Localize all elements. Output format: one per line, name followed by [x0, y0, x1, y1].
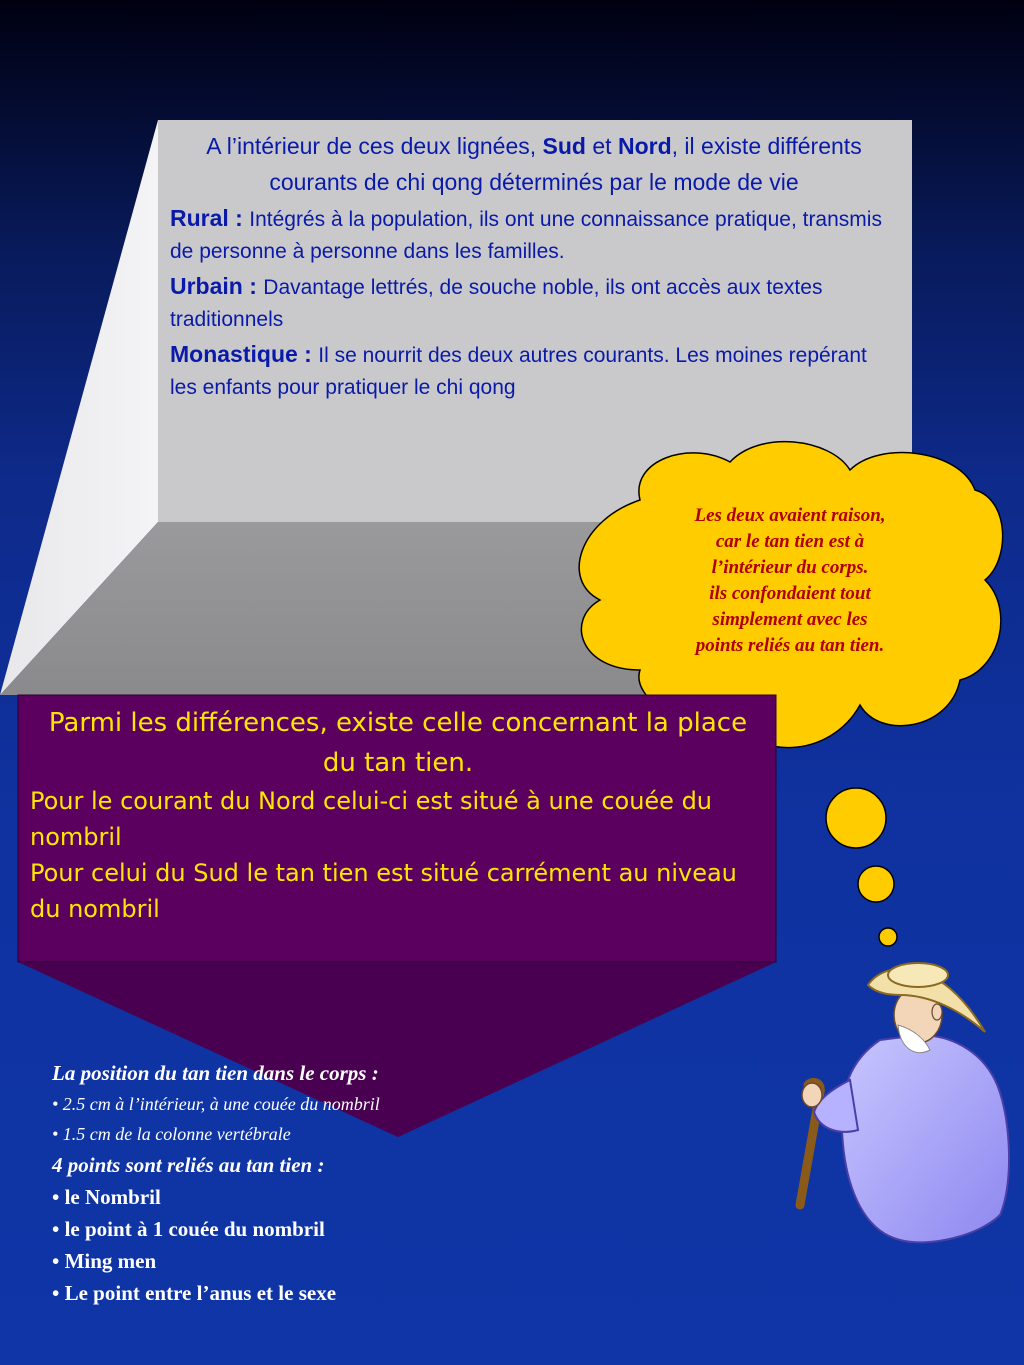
intro-paragraph — [170, 128, 898, 200]
purple-line-sud: Pour celui du Sud le tan tien est situé carrément au niveau du nombril — [30, 859, 737, 923]
position-item: • 1.5 cm de la colonne vertébrale — [52, 1124, 291, 1144]
item-monastique — [170, 338, 898, 404]
position-heading: La position du tan tien dans le corps : — [52, 1061, 379, 1085]
item-rural — [170, 202, 898, 268]
cloud-line: car le tan tien est à — [715, 531, 865, 552]
purple-box-text — [30, 703, 766, 927]
cloud-line: l’intérieur du corps. — [711, 557, 869, 578]
item-monastique-text: Il se nourrit des deux autres courants. Les moines repérant les enfants pour pratiquer le chi qong — [170, 344, 867, 399]
point-item: • le point à 1 couée du nombril — [52, 1217, 325, 1241]
cloud-line: ils confondaient tout — [709, 583, 871, 604]
thought-bubble-large — [826, 788, 886, 848]
point-item: • Le point entre l’anus et le sexe — [52, 1281, 337, 1305]
intro-before: A l’intérieur de ces deux lignées, — [206, 133, 543, 159]
item-urbain-text: Davantage lettrés, de souche noble, ils ont accès aux textes traditionnels — [170, 276, 823, 331]
position-item: • 2.5 cm à l’intérieur, à une couée du nombril — [52, 1094, 380, 1114]
cloud-line: simplement avec les — [712, 609, 868, 630]
intro-sud: Sud — [542, 133, 586, 159]
cloud-line: points reliés au tan tien. — [695, 635, 885, 656]
purple-heading: Parmi les différences, existe celle concernant la place du tan tien. — [48, 708, 748, 778]
item-urbain-label: Urbain : — [170, 273, 264, 299]
bottom-list — [52, 1057, 572, 1309]
item-rural-label: Rural : — [170, 205, 250, 231]
top-box-text — [170, 128, 898, 406]
item-urbain — [170, 270, 898, 336]
item-rural-text: Intégrés à la population, ils ont une connaissance pratique, transmis de personne à personne dans les familles. — [170, 208, 882, 263]
point-item: • le Nombril — [52, 1185, 161, 1209]
intro-et: et — [586, 133, 618, 159]
thought-bubble-medium — [858, 866, 894, 902]
thought-bubble-small — [879, 928, 897, 946]
old-man-illustration — [800, 963, 1009, 1242]
item-monastique-label: Monastique : — [170, 341, 319, 367]
cloud-line: Les deux avaient raison, — [694, 505, 886, 526]
point-item: • Ming men — [52, 1249, 157, 1273]
intro-after: , il existe différents courants de chi qong déterminés par le mode de vie — [269, 133, 862, 195]
intro-nord: Nord — [617, 133, 672, 159]
points-heading: 4 points sont reliés au tan tien : — [52, 1153, 325, 1177]
cloud-text — [632, 503, 948, 659]
purple-line-nord: Pour le courant du Nord celui-ci est situé à une couée du nombril — [30, 787, 713, 851]
